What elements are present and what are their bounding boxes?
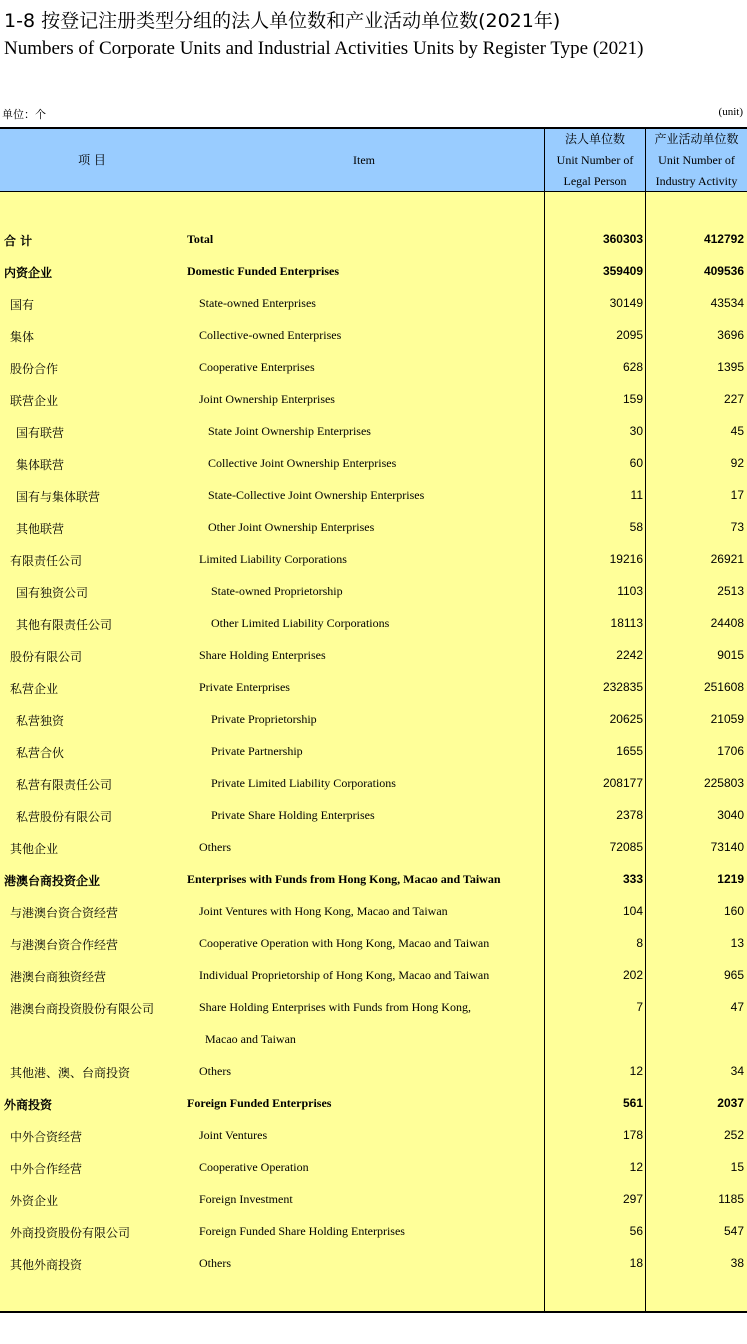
industry-activity-units-value: 2513	[717, 584, 744, 598]
column-divider-1	[544, 129, 545, 1311]
legal-person-units-value: 2378	[616, 808, 643, 822]
header-col1-en-line1: Unit Number of	[556, 152, 634, 167]
legal-person-units-value: 360303	[602, 232, 643, 246]
row-label-chinese: 股份有限公司	[10, 650, 83, 664]
header-col2-en-line1: Unit Number of	[658, 152, 735, 167]
header-item-english-label: Item	[353, 152, 375, 167]
table-row	[0, 928, 747, 960]
table-row	[0, 768, 747, 800]
row-label-chinese: 港澳台商独资经营	[10, 970, 107, 984]
industry-activity-units-value: 45	[730, 424, 744, 438]
row-label-chinese: 国有	[10, 298, 35, 312]
industry-activity-units-value: 2037	[717, 1096, 744, 1110]
row-label-chinese: 外资企业	[10, 1194, 59, 1208]
legal-person-units-value: 333	[622, 872, 643, 886]
industry-activity-units-value: 21059	[710, 712, 744, 726]
industry-activity-units-value: 43534	[710, 296, 744, 310]
row-label-english: Limited Liability Corporations	[199, 552, 347, 566]
table-row	[0, 256, 747, 288]
row-label-chinese: 私营独资	[16, 714, 65, 728]
legal-person-units-value: 8	[636, 936, 643, 950]
row-label-chinese: 私营企业	[10, 682, 59, 696]
row-label-chinese: 其他港、澳、台商投资	[10, 1066, 131, 1080]
legal-person-units-value: 2242	[616, 648, 643, 662]
table-row	[0, 1216, 747, 1248]
row-label-english: Foreign Funded Share Holding Enterprises	[199, 1224, 405, 1238]
table-row	[0, 544, 747, 576]
industry-activity-units-value: 1395	[717, 360, 744, 374]
legal-person-units-value: 297	[622, 1192, 643, 1206]
legal-person-units-value: 2095	[616, 328, 643, 342]
industry-activity-units-value: 24408	[710, 616, 744, 630]
row-label-english: State Joint Ownership Enterprises	[208, 424, 371, 438]
industry-activity-units-value: 251608	[703, 680, 744, 694]
table-row	[0, 992, 747, 1024]
table-row	[0, 512, 747, 544]
unit-label-chinese: 单位：个	[2, 108, 46, 121]
industry-activity-units-value: 160	[723, 904, 744, 918]
row-label-chinese: 外商投资	[4, 1098, 53, 1112]
row-label-chinese: 国有联营	[16, 426, 65, 440]
legal-person-units-value: 56	[629, 1224, 643, 1238]
legal-person-units-value: 19216	[609, 552, 643, 566]
row-label-english: Cooperative Operation	[199, 1160, 309, 1174]
row-label-english: Other Joint Ownership Enterprises	[208, 520, 375, 534]
legal-person-units-value: 7	[636, 1000, 643, 1014]
row-label-english: Other Limited Liability Corporations	[211, 616, 390, 630]
legal-person-units-value: 178	[622, 1128, 643, 1142]
row-label-chinese: 港澳台商投资企业	[4, 874, 101, 888]
legal-person-units-value: 72085	[609, 840, 643, 854]
row-label-english: Enterprises with Funds from Hong Kong, Macao and Taiwan	[187, 872, 501, 886]
row-label-chinese: 内资企业	[4, 266, 53, 280]
legal-person-units-value: 1655	[616, 744, 643, 758]
row-label-chinese: 私营合伙	[16, 746, 65, 760]
row-label-chinese: 集体联营	[16, 458, 65, 472]
legal-person-units-value: 104	[622, 904, 643, 918]
industry-activity-units-value: 409536	[703, 264, 744, 278]
row-label-chinese: 国有独资公司	[16, 586, 89, 600]
row-label-english: Private Partnership	[211, 744, 303, 758]
column-divider-2	[645, 129, 646, 1311]
row-label-chinese: 其他外商投资	[10, 1258, 83, 1272]
legal-person-units-value: 202	[622, 968, 643, 982]
unit-label-english: (unit)	[718, 106, 743, 118]
row-label-chinese: 其他企业	[10, 842, 59, 856]
row-label-english: Others	[199, 840, 231, 854]
industry-activity-units-value: 38	[730, 1256, 744, 1270]
row-label-chinese: 私营有限责任公司	[16, 778, 113, 792]
header-col2-en-line2: Industry Activity	[655, 173, 738, 188]
legal-person-units-value: 12	[629, 1064, 643, 1078]
row-label-chinese: 中外合作经营	[10, 1162, 83, 1176]
row-label-english: Joint Ownership Enterprises	[199, 392, 335, 406]
header-item-english	[184, 129, 544, 191]
row-label-english: State-owned Proprietorship	[211, 584, 343, 598]
row-label-chinese: 与港澳台资合作经营	[10, 938, 119, 952]
row-label-english: Foreign Investment	[199, 1192, 293, 1206]
table-row	[0, 864, 747, 896]
row-label-chinese: 其他有限责任公司	[16, 618, 113, 632]
table-row	[0, 320, 747, 352]
row-label-chinese: 与港澳台资合资经营	[10, 906, 119, 920]
legal-person-units-value: 18113	[610, 616, 643, 630]
legal-person-units-value: 58	[629, 520, 643, 534]
header-legal-person-units	[545, 129, 645, 191]
statistics-table	[0, 127, 747, 1313]
row-label-english: Private Limited Liability Corporations	[211, 776, 396, 790]
header-industry-activity-units	[646, 129, 747, 191]
industry-activity-units-value: 3696	[717, 328, 744, 342]
row-label-chinese: 港澳台商投资股份有限公司	[10, 1002, 155, 1016]
industry-activity-units-value: 412792	[703, 232, 744, 246]
table-row	[0, 1088, 747, 1120]
industry-activity-units-value: 227	[723, 392, 744, 406]
legal-person-units-value: 60	[629, 456, 643, 470]
row-label-english: Share Holding Enterprises with Funds from Hong Kong,	[199, 1000, 471, 1014]
header-col1-cn: 法人单位数	[564, 131, 625, 146]
row-label-english: Joint Ventures	[199, 1128, 268, 1142]
legal-person-units-value: 12	[629, 1160, 643, 1174]
industry-activity-units-value: 252	[723, 1128, 744, 1142]
table-row	[0, 704, 747, 736]
row-label-english: Others	[199, 1256, 231, 1270]
row-label-chinese: 其他联营	[16, 522, 65, 536]
table-row	[0, 896, 747, 928]
industry-activity-units-value: 3040	[717, 808, 744, 822]
row-label-english: Joint Ventures with Hong Kong, Macao and Taiwan	[199, 904, 448, 918]
table-row	[0, 800, 747, 832]
industry-activity-units-value: 9015	[717, 648, 744, 662]
row-label-chinese: 私营股份有限公司	[16, 810, 113, 824]
legal-person-units-value: 628	[622, 360, 643, 374]
industry-activity-units-value: 1706	[717, 744, 744, 758]
row-label-english: Private Proprietorship	[211, 712, 317, 726]
industry-activity-units-value: 965	[723, 968, 744, 982]
row-label-english: Individual Proprietorship of Hong Kong, Macao and Taiwan	[199, 968, 490, 982]
row-label-chinese: 中外合资经营	[10, 1130, 83, 1144]
row-label-english: Cooperative Enterprises	[199, 360, 315, 374]
industry-activity-units-value: 17	[730, 488, 744, 502]
table-row	[0, 480, 747, 512]
table-row	[0, 640, 747, 672]
header-item-chinese	[0, 129, 184, 191]
table-row	[0, 736, 747, 768]
table-row	[0, 1184, 747, 1216]
table-row	[0, 1024, 747, 1056]
table-row	[0, 1248, 747, 1280]
row-label-english: State-owned Enterprises	[199, 296, 316, 310]
table-row	[0, 1056, 747, 1088]
industry-activity-units-value: 47	[730, 1000, 744, 1014]
row-label-chinese: 有限责任公司	[10, 554, 83, 568]
row-label-chinese: 联营企业	[10, 394, 59, 408]
table-row	[0, 384, 747, 416]
row-label-english: Macao and Taiwan	[205, 1032, 296, 1046]
legal-person-units-value: 30	[629, 424, 643, 438]
industry-activity-units-value: 34	[730, 1064, 744, 1078]
table-bottom-rule	[0, 1311, 747, 1313]
industry-activity-units-value: 73140	[710, 840, 744, 854]
industry-activity-units-value: 26921	[710, 552, 744, 566]
industry-activity-units-value: 225803	[703, 776, 744, 790]
page-title-chinese: 1-8 按登记注册类型分组的法人单位数和产业活动单位数(2021年)	[4, 10, 561, 32]
industry-activity-units-value: 13	[730, 936, 744, 950]
legal-person-units-value: 359409	[602, 264, 643, 278]
row-label-english: Share Holding Enterprises	[199, 648, 326, 662]
legal-person-units-value: 30149	[609, 296, 643, 310]
row-label-english: Domestic Funded Enterprises	[187, 264, 339, 278]
legal-person-units-value: 11	[630, 488, 643, 502]
table-row	[0, 224, 747, 256]
industry-activity-units-value: 92	[730, 456, 744, 470]
legal-person-units-value: 232835	[602, 680, 643, 694]
industry-activity-units-value: 1185	[718, 1192, 744, 1206]
page-title-english: Numbers of Corporate Units and Industrial Activities Units by Register Type (2021)	[4, 38, 644, 59]
legal-person-units-value: 159	[622, 392, 643, 406]
row-label-chinese: 国有与集体联营	[16, 490, 101, 504]
row-label-english: Others	[199, 1064, 231, 1078]
row-label-english: State-Collective Joint Ownership Enterprises	[208, 488, 425, 502]
row-label-english: Private Share Holding Enterprises	[211, 808, 375, 822]
row-label-english: Cooperative Operation with Hong Kong, Macao and Taiwan	[199, 936, 490, 950]
row-label-chinese: 合 计	[4, 234, 33, 248]
table-row	[0, 1120, 747, 1152]
row-label-english: Total	[187, 232, 214, 246]
industry-activity-units-value: 1219	[717, 872, 744, 886]
table-row	[0, 288, 747, 320]
row-label-english: Collective-owned Enterprises	[199, 328, 342, 342]
table-row	[0, 416, 747, 448]
row-label-chinese: 集体	[10, 330, 35, 344]
table-row	[0, 1152, 747, 1184]
legal-person-units-value: 20625	[609, 712, 643, 726]
row-label-chinese: 外商投资股份有限公司	[10, 1226, 131, 1240]
industry-activity-units-value: 15	[730, 1160, 744, 1174]
table-row	[0, 576, 747, 608]
legal-person-units-value: 208177	[602, 776, 643, 790]
table-row	[0, 672, 747, 704]
industry-activity-units-value: 547	[723, 1224, 744, 1238]
legal-person-units-value: 561	[622, 1096, 643, 1110]
row-label-english: Foreign Funded Enterprises	[187, 1096, 332, 1110]
table-row	[0, 352, 747, 384]
legal-person-units-value: 1103	[617, 584, 643, 598]
legal-person-units-value: 18	[629, 1256, 643, 1270]
table-row	[0, 832, 747, 864]
table-row	[0, 960, 747, 992]
header-col1-en-line2: Legal Person	[563, 173, 627, 188]
industry-activity-units-value: 73	[730, 520, 744, 534]
header-item-chinese-label: 项 目	[78, 152, 106, 167]
row-label-english: Collective Joint Ownership Enterprises	[208, 456, 397, 470]
header-col2-cn: 产业活动单位数	[654, 131, 739, 146]
table-row	[0, 608, 747, 640]
table-row	[0, 448, 747, 480]
table-top-rule	[0, 127, 747, 129]
row-label-chinese: 股份合作	[10, 362, 59, 376]
row-label-english: Private Enterprises	[199, 680, 290, 694]
